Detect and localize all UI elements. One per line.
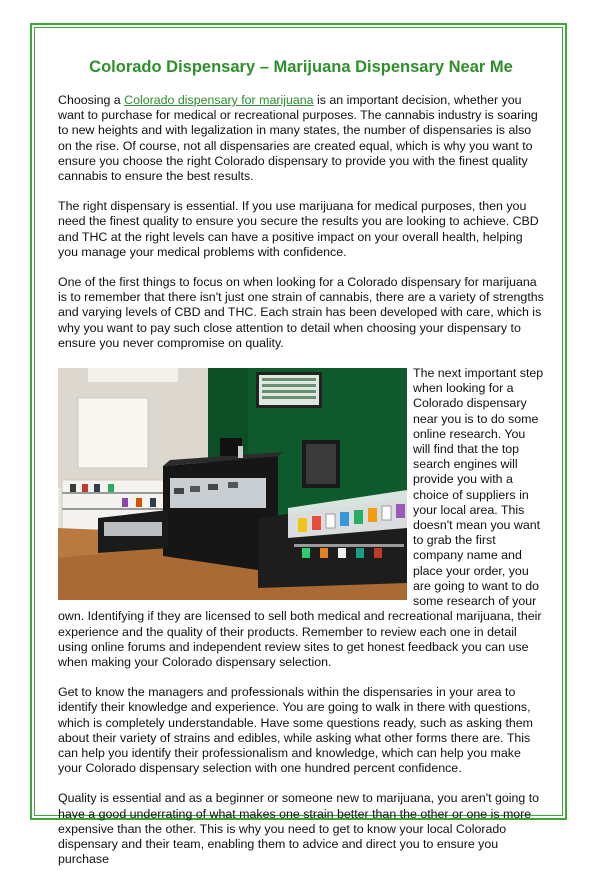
paragraph-intro xyxy=(58,93,544,184)
intro-text-start: Choosing a xyxy=(58,93,125,107)
dispensary-interior-photo xyxy=(58,368,407,600)
paragraph-strains: One of the first things to focus on when looking for a Colorado dispensary for marijuana is to remember that there isn't just one strain of cannabis, there are a variety of strengths and varying levels of CBD and THC. Each strain has been developed with care, which is why you want to pay such close attention to detail when choosing your dispensary to ensure you never compromise on quality. xyxy=(58,275,544,350)
paragraph-right-dispensary: The right dispensary is essential. If you use marijuana for medical purposes, then you need the finest quality to ensure you secure the results you are looking to achieve. CBD and THC at the right levels can have a positive impact on your overall health, helping you manage your medical problems with confidence. xyxy=(58,199,539,259)
paragraph-research xyxy=(58,366,544,670)
research-text: The next important step when looking for a Colorado dispensary near you is to do some online research. You will find that the top search engines will provide you with a choice of suppliers in your local area. This doesn't mean you want to grab the first company name and place your order, you are going to want to do some research of your own. Identifying if they are licensed to sell both medical and recreational marijuana, their experience and the quality of their products. Remember to review each one in detail using online forums and independent review sites to get honest feedback you can use when making your Colorado dispensary selection. xyxy=(58,366,544,669)
intro-text-end: is an important decision, whether you want to purchase for medical or recreational purposes. The cannabis industry is soaring to new heights and with legalization in many states, the number of dispensaries is also on the rise. Of course, not all dispensaries are created equal, which is why you want to ensure you choose the right Colorado dispensary to provide you with the finest quality cannabis to ensure the best results. xyxy=(58,93,538,184)
colorado-dispensary-link[interactable]: Colorado dispensary for marijuana xyxy=(124,93,314,107)
page-title: Colorado Dispensary – Marijuana Dispensary Near Me xyxy=(89,58,513,76)
paragraph-managers: Get to know the managers and professionals within the dispensaries in your area to identify their knowledge and experience. You are going to walk in there with questions, which is completely understandable. Have some questions ready, such as asking them about their variety of strains and edibles, while asking what other forms there are. This can help you identify their professionalism and knowledge, which can help you make your Colorado dispensary selection with one hundred percent confidence. xyxy=(58,685,533,776)
paragraph-quality: Quality is essential and as a beginner or someone new to marijuana, you aren't going to have a good underrating of what makes one strain better than the other or one is more expensive than the other. This is why you need to get to know your local Colorado dispensary and their team, enabling them to advice and direct you to ensure you purchase xyxy=(58,791,540,867)
document-body xyxy=(58,57,544,882)
